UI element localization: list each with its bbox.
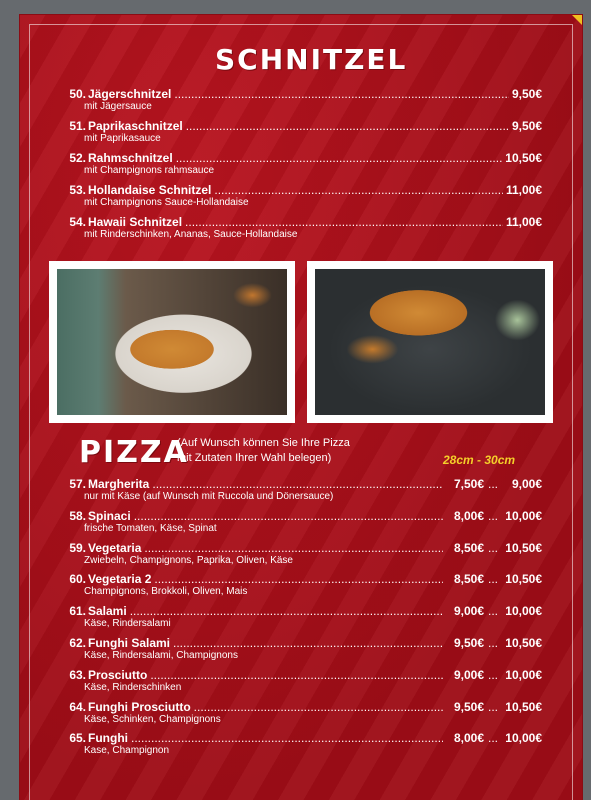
item-name: Hollandaise Schnitzel [88,183,212,197]
item-price-28cm: 7,50€ [453,477,484,491]
price-separator: ... [487,604,498,619]
menu-item-line [60,604,542,618]
item-name: Vegetaria 2 [88,572,152,587]
item-number: 59. [69,540,86,555]
price-separator: ... [487,667,498,682]
dot-leader [186,119,509,133]
menu-item [60,87,542,113]
menu-page [20,15,582,800]
menu-item [60,700,542,726]
menu-item-line [60,668,542,682]
item-price-30cm: 10,00€ [505,731,542,746]
item-price-28cm: 8,50€ [453,572,484,587]
item-number: 58. [69,508,86,523]
menu-item-line [60,636,542,650]
price-separator: ... [487,699,498,714]
item-name: Margherita [88,477,150,491]
schnitzel-slate-photo [307,261,553,423]
dot-leader [144,541,443,555]
item-number: 51. [69,119,86,133]
dot-leader [194,700,443,714]
menu-item-line [60,87,542,101]
price-separator: ... [487,540,498,555]
item-description: Champignons, Brokkoli, Oliven, Mais [84,586,248,598]
item-price-30cm: 10,50€ [505,699,542,714]
item-number: 62. [69,636,86,650]
schnitzel-plate-photo [49,261,295,423]
dot-leader [176,151,503,165]
item-price-28cm: 9,50€ [453,636,484,650]
item-number: 53. [69,183,86,197]
item-price-30cm: 10,50€ [505,636,542,650]
item-name: Jägerschnitzel [88,87,172,101]
dot-leader [150,668,443,682]
item-price-30cm: 10,00€ [505,508,542,523]
item-price-30cm: 9,00€ [511,477,542,491]
item-price-28cm: 8,50€ [453,540,484,555]
item-price-28cm: 9,50€ [453,699,484,714]
item-price: 11,00€ [505,183,542,197]
menu-item-line [60,183,542,197]
item-description: nur mit Käse (auf Wunsch mit Ruccola und Dönersauce) [84,491,334,502]
menu-item-line [60,541,542,555]
item-price-28cm: 9,00€ [453,604,484,619]
item-description: mit Jägersauce [84,101,152,112]
item-description: mit Champignons Sauce-Hollandaise [84,197,249,208]
item-description: mit Paprikasauce [84,133,161,144]
menu-item [60,509,542,535]
dot-leader [130,604,443,618]
item-number: 54. [69,215,86,229]
dot-leader [214,183,503,197]
item-description: Käse, Rindersalami [84,618,171,630]
item-number: 52. [69,151,86,165]
dot-leader [185,215,503,229]
pizza-note-line1: (Auf Wunsch können Sie Ihre Pizza [177,437,350,449]
pizza-note [177,436,350,466]
price-separator: ... [487,477,498,491]
price-separator: ... [487,731,498,746]
item-name: Salami [88,604,127,619]
dot-leader [174,87,509,101]
item-name: Funghi Salami [88,636,171,650]
item-description: Kase, Champignon [84,745,170,757]
menu-item [60,636,542,662]
menu-item [60,477,542,503]
pizza-note-line2: mit Zutaten Ihrer Wahl belegen) [177,452,332,464]
menu-item-line [60,215,542,229]
item-price-30cm: 10,50€ [505,572,542,587]
item-price: 11,00€ [505,215,542,229]
menu-item-line [60,509,542,523]
menu-item-line [60,700,542,714]
menu-item-line [60,119,542,133]
item-price: 10,50€ [505,151,542,165]
item-price: 9,50€ [511,87,542,101]
price-separator: ... [487,636,498,650]
dot-leader [154,572,443,586]
item-name: Funghi Prosciutto [88,699,191,714]
item-description: Käse, Schinken, Champignons [84,713,221,725]
item-price: 9,50€ [511,119,542,133]
item-number: 57. [69,477,86,491]
item-name: Rahmschnitzel [88,151,173,165]
dot-leader [173,636,443,650]
item-description: Käse, Rinderschinken [84,681,182,693]
schnitzel-slate-image [315,269,545,415]
menu-item-line [60,477,542,491]
item-description: mit Rinderschinken, Ananas, Sauce-Hollandaise [84,229,298,240]
item-price-30cm: 10,50€ [505,540,542,555]
item-name: Paprikaschnitzel [88,119,183,133]
item-name: Spinaci [88,508,131,523]
item-number: 50. [69,87,86,101]
dot-leader [131,731,443,745]
item-name: Vegetaria [88,540,142,555]
item-name: Funghi [88,731,128,746]
item-number: 65. [69,731,86,746]
menu-item-line [60,572,542,586]
menu-item [60,668,542,694]
item-number: 63. [69,667,86,682]
item-price-30cm: 10,00€ [505,667,542,682]
menu-item [60,215,542,241]
menu-item [60,119,542,145]
item-number: 60. [69,572,86,587]
item-price-28cm: 9,00€ [453,667,484,682]
item-name: Prosciutto [88,667,148,682]
item-description: frische Tomaten, Käse, Spinat [84,522,217,534]
menu-item [60,731,542,757]
schnitzel-section-title: SCHNITZEL [215,43,408,76]
menu-item [60,604,542,630]
item-number: 61. [69,604,86,619]
menu-item [60,183,542,209]
item-number: 64. [69,699,86,714]
pizza-section-title: PIZZA [79,435,189,470]
menu-item [60,151,542,177]
item-description: Zwiebeln, Champignons, Paprika, Oliven, Käse [84,554,293,566]
dot-leader [152,477,443,491]
menu-item-line [60,151,542,165]
schnitzel-plate-image [57,269,287,415]
item-price-28cm: 8,00€ [453,731,484,746]
menu-item [60,541,542,567]
item-price-28cm: 8,00€ [453,508,484,523]
corner-marker [572,15,582,25]
price-separator: ... [487,508,498,523]
menu-item [60,572,542,598]
item-name: Hawaii Schnitzel [88,215,183,229]
menu-item-line [60,731,542,745]
item-price-30cm: 10,00€ [505,604,542,619]
price-separator: ... [487,572,498,587]
dot-leader [134,509,443,523]
item-description: mit Champignons rahmsauce [84,165,215,176]
item-description: Käse, Rindersalami, Champignons [84,650,238,661]
pizza-sizes-header: 28cm - 30cm [443,453,516,467]
